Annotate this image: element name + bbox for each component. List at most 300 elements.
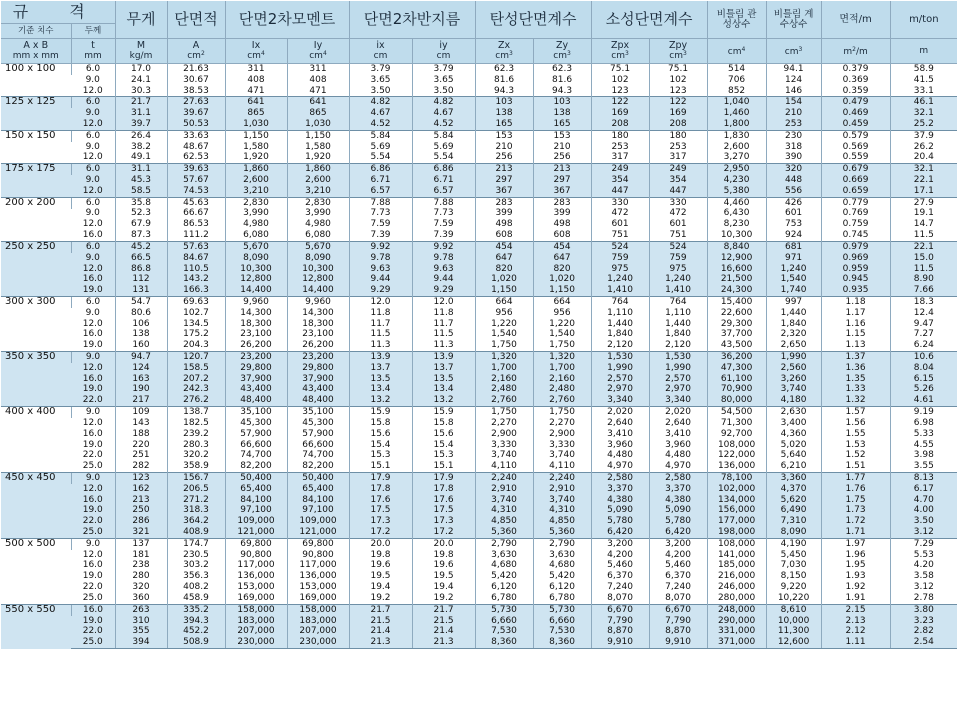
table-cell: 5,090 <box>649 506 707 517</box>
table-cell: 230,000 <box>225 637 287 648</box>
table-cell: 207,000 <box>225 626 287 637</box>
table-cell: 66.67 <box>167 209 225 220</box>
table-cell: 109 <box>115 407 167 418</box>
table-cell: 297 <box>475 175 533 186</box>
table-cell: 9.0 <box>71 253 115 264</box>
table-cell: 4.82 <box>412 97 475 108</box>
table-cell: 956 <box>533 308 591 319</box>
table-cell: 121,000 <box>225 527 287 538</box>
table-cell: 25.2 <box>890 119 957 130</box>
table-cell: 335.2 <box>167 604 225 615</box>
table-cell: 321 <box>115 527 167 538</box>
table-cell: 2,640 <box>591 418 649 429</box>
table-cell: 7.39 <box>412 230 475 241</box>
table-cell: 2.12 <box>821 626 890 637</box>
table-cell: 681 <box>766 242 821 253</box>
table-cell: 2,900 <box>533 429 591 440</box>
table-cell: 10,220 <box>766 593 821 604</box>
table-cell: 1.93 <box>821 571 890 582</box>
table-cell: 250 <box>115 506 167 517</box>
table-cell: 367 <box>475 186 533 197</box>
table-cell: 1,410 <box>649 285 707 296</box>
sym-ry-label: iy <box>439 40 448 52</box>
table-cell: 50,400 <box>287 473 349 484</box>
table-cell: 169 <box>649 108 707 119</box>
table-cell: 8.90 <box>890 274 957 285</box>
table-cell: 358.9 <box>167 461 225 472</box>
table-cell: 0.559 <box>821 153 890 164</box>
table-cell: 103 <box>533 97 591 108</box>
table-cell: 37,900 <box>225 374 287 385</box>
table-cell: 11.8 <box>412 308 475 319</box>
table-cell: 1,030 <box>287 119 349 130</box>
table-cell: 15.4 <box>412 440 475 451</box>
table-cell: 17.3 <box>349 516 412 527</box>
table-cell: 1,540 <box>475 330 533 341</box>
table-cell: 165 <box>533 119 591 130</box>
table-cell: 10,300 <box>707 230 766 241</box>
table-cell: 21.63 <box>167 64 225 75</box>
table-cell: 3,370 <box>649 484 707 495</box>
table-cell: 153,000 <box>225 582 287 593</box>
table-cell: 3.23 <box>890 616 957 627</box>
table-cell: 5,360 <box>475 527 533 538</box>
table-cell: 4.00 <box>890 506 957 517</box>
table-cell: 1,220 <box>533 319 591 330</box>
table-row <box>1 153 957 164</box>
table-cell: 16.0 <box>71 230 115 241</box>
table-cell: 14,300 <box>225 308 287 319</box>
table-cell: 6.0 <box>71 130 115 141</box>
table-cell: 12.0 <box>71 119 115 130</box>
sym-ix-label: Ix <box>251 39 261 51</box>
table-cell: 1,740 <box>766 285 821 296</box>
table-cell: 10.6 <box>890 352 957 363</box>
table-cell: 9,220 <box>766 582 821 593</box>
table-cell: 94.7 <box>115 352 167 363</box>
table-cell: 210 <box>475 142 533 153</box>
table-cell: 1.35 <box>821 374 890 385</box>
table-cell: 9.47 <box>890 319 957 330</box>
table-cell: 17.5 <box>349 506 412 517</box>
table-row <box>1 97 957 108</box>
table-cell: 355 <box>115 626 167 637</box>
table-cell: 12.0 <box>71 86 115 97</box>
table-cell: 2,760 <box>533 395 591 406</box>
table-cell: 2.82 <box>890 626 957 637</box>
unit-zpx-base: cm <box>611 51 625 62</box>
table-cell: 3,630 <box>533 550 591 561</box>
table-cell: 19.8 <box>349 550 412 561</box>
table-cell: 0.759 <box>821 219 890 230</box>
table-cell: 29,300 <box>707 319 766 330</box>
table-cell: 82,200 <box>287 461 349 472</box>
table-cell: 9.0 <box>71 407 115 418</box>
table-cell: 601 <box>591 219 649 230</box>
table-cell: 0.459 <box>821 119 890 130</box>
table-cell: 1,530 <box>591 352 649 363</box>
table-cell: 1.71 <box>821 527 890 538</box>
table-cell: 2,240 <box>475 473 533 484</box>
table-cell: 108,000 <box>707 440 766 451</box>
table-cell: 8,870 <box>591 626 649 637</box>
table-cell: 0.659 <box>821 186 890 197</box>
table-cell: 253 <box>591 142 649 153</box>
table-cell: 5.53 <box>890 550 957 561</box>
table-cell: 41.5 <box>890 75 957 86</box>
table-cell: 971 <box>766 253 821 264</box>
table-cell: 0.669 <box>821 175 890 186</box>
table-cell: 311 <box>287 64 349 75</box>
table-cell: 75.1 <box>649 64 707 75</box>
table-cell: 2,630 <box>766 407 821 418</box>
table-row <box>1 495 957 506</box>
table-cell: 3.58 <box>890 571 957 582</box>
unit-j <box>708 47 766 57</box>
table-cell: 8,230 <box>707 219 766 230</box>
table-cell: 9.0 <box>71 538 115 549</box>
unit-a-base: cm <box>187 51 201 62</box>
table-cell: 7.29 <box>890 538 957 549</box>
table-cell: 31.1 <box>115 164 167 175</box>
table-cell: 2,120 <box>649 340 707 351</box>
table-cell: 647 <box>533 253 591 264</box>
table-cell: 1,110 <box>591 308 649 319</box>
table-cell: 452.2 <box>167 626 225 637</box>
table-cell: 30.3 <box>115 86 167 97</box>
table-cell: 11.5 <box>890 230 957 241</box>
table-cell: 2,950 <box>707 164 766 175</box>
table-cell: 6.98 <box>890 418 957 429</box>
table-row <box>1 582 957 593</box>
table-row <box>1 209 957 220</box>
table-cell: 256 <box>533 153 591 164</box>
table-cell: 6,080 <box>225 230 287 241</box>
table-cell: 69,800 <box>225 538 287 549</box>
table-cell: 1,830 <box>707 130 766 141</box>
table-cell: 354 <box>591 175 649 186</box>
table-cell: 5.26 <box>890 385 957 396</box>
table-row <box>1 450 957 461</box>
table-cell: 242.3 <box>167 385 225 396</box>
table-cell: 31.1 <box>115 108 167 119</box>
table-cell: 6,490 <box>766 506 821 517</box>
table-cell: 7,530 <box>533 626 591 637</box>
table-cell: 18.3 <box>890 297 957 308</box>
table-cell: 408.9 <box>167 527 225 538</box>
table-cell: 204.3 <box>167 340 225 351</box>
table-cell: 54,500 <box>707 407 766 418</box>
table-cell: 21.3 <box>412 637 475 648</box>
unit-zy-sup: 3 <box>566 50 571 58</box>
table-cell: 19.2 <box>349 593 412 604</box>
table-cell: 207.2 <box>167 374 225 385</box>
table-cell: 2,120 <box>591 340 649 351</box>
table-row <box>1 297 957 308</box>
table-cell: 1,750 <box>475 407 533 418</box>
table-row <box>1 186 957 197</box>
table-cell: 253 <box>766 119 821 130</box>
table-cell: 6,780 <box>533 593 591 604</box>
table-cell: 106 <box>115 319 167 330</box>
table-cell: 19.1 <box>890 209 957 220</box>
table-cell: 12.4 <box>890 308 957 319</box>
table-cell: 399 <box>475 209 533 220</box>
table-cell: 102.7 <box>167 308 225 319</box>
table-cell: 454 <box>475 242 533 253</box>
table-cell: 5,020 <box>766 440 821 451</box>
table-cell: 138 <box>475 108 533 119</box>
size-cell: 500 x 500 <box>1 538 71 604</box>
table-cell: 3,360 <box>766 473 821 484</box>
table-cell: 22.0 <box>71 450 115 461</box>
table-cell: 1.33 <box>821 385 890 396</box>
table-cell: 664 <box>533 297 591 308</box>
table-cell: 165 <box>475 119 533 130</box>
table-cell: 10,300 <box>287 264 349 275</box>
table-cell: 8.13 <box>890 473 957 484</box>
table-cell: 975 <box>591 264 649 275</box>
table-cell: 11.7 <box>349 319 412 330</box>
table-cell: 9.78 <box>412 253 475 264</box>
table-cell: 66,600 <box>287 440 349 451</box>
table-cell: 86.8 <box>115 264 167 275</box>
table-cell: 3.12 <box>890 582 957 593</box>
table-cell: 1.76 <box>821 484 890 495</box>
table-cell: 169,000 <box>287 593 349 604</box>
table-cell: 13.4 <box>349 385 412 396</box>
table-cell: 8,070 <box>591 593 649 604</box>
table-cell: 84,100 <box>225 495 287 506</box>
sym-zpx-label: Zpx <box>610 39 630 51</box>
table-cell: 2,600 <box>707 142 766 153</box>
table-cell: 48,400 <box>225 395 287 406</box>
table-cell: 12.0 <box>71 264 115 275</box>
table-cell: 1,150 <box>533 285 591 296</box>
table-cell: 1,840 <box>649 330 707 341</box>
table-cell: 3,270 <box>707 153 766 164</box>
table-cell: 19.5 <box>349 571 412 582</box>
table-cell: 14,400 <box>225 285 287 296</box>
table-cell: 156.7 <box>167 473 225 484</box>
table-cell: 759 <box>649 253 707 264</box>
table-cell: 12.0 <box>349 297 412 308</box>
table-cell: 2,910 <box>475 484 533 495</box>
table-cell: 21,500 <box>707 274 766 285</box>
table-cell: 27.63 <box>167 97 225 108</box>
table-cell: 8.04 <box>890 363 957 374</box>
table-cell: 5.33 <box>890 429 957 440</box>
table-cell: 1.57 <box>821 407 890 418</box>
table-cell: 6.0 <box>71 197 115 208</box>
table-cell: 3.79 <box>412 64 475 75</box>
table-cell: 320 <box>115 582 167 593</box>
table-cell: 7,790 <box>649 616 707 627</box>
table-cell: 641 <box>287 97 349 108</box>
table-row <box>1 538 957 549</box>
table-cell: 0.935 <box>821 285 890 296</box>
table-cell: 43,500 <box>707 340 766 351</box>
table-row <box>1 363 957 374</box>
table-cell: 320.2 <box>167 450 225 461</box>
table-cell: 153,000 <box>287 582 349 593</box>
table-cell: 136,000 <box>225 571 287 582</box>
table-cell: 3,740 <box>533 450 591 461</box>
unit-a <box>168 51 225 61</box>
table-cell: 6,420 <box>591 527 649 538</box>
table-cell: 1,440 <box>649 319 707 330</box>
table-row <box>1 461 957 472</box>
table-cell: 5,640 <box>766 450 821 461</box>
table-cell: 2.54 <box>890 637 957 648</box>
table-cell: 81.6 <box>475 75 533 86</box>
table-cell: 198,000 <box>707 527 766 538</box>
table-cell: 2,830 <box>225 197 287 208</box>
table-cell: 6,120 <box>475 582 533 593</box>
table-cell: 4,380 <box>591 495 649 506</box>
table-cell: 15.8 <box>412 418 475 429</box>
torsion-const-header <box>707 1 766 39</box>
table-cell: 7.88 <box>349 197 412 208</box>
table-cell: 408 <box>287 75 349 86</box>
table-cell: 169,000 <box>225 593 287 604</box>
table-cell: 1.72 <box>821 516 890 527</box>
sym-zy <box>533 39 591 64</box>
table-cell: 19.0 <box>71 616 115 627</box>
unit-zx <box>476 51 533 61</box>
table-cell: 16.0 <box>71 330 115 341</box>
size-cell: 175 x 175 <box>1 164 71 197</box>
table-cell: 230.5 <box>167 550 225 561</box>
table-cell: 356.3 <box>167 571 225 582</box>
table-cell: 4,200 <box>649 550 707 561</box>
table-row <box>1 571 957 582</box>
unit-c <box>767 47 821 57</box>
table-cell: 865 <box>225 108 287 119</box>
table-cell: 297 <box>533 175 591 186</box>
table-cell: 7,530 <box>475 626 533 637</box>
table-cell: 751 <box>649 230 707 241</box>
table-cell: 1,460 <box>707 108 766 119</box>
table-cell: 39.63 <box>167 164 225 175</box>
table-cell: 3,210 <box>225 186 287 197</box>
table-cell: 121,000 <box>287 527 349 538</box>
table-cell: 13.9 <box>349 352 412 363</box>
table-cell: 0.945 <box>821 274 890 285</box>
unit-zpx <box>592 51 649 61</box>
table-cell: 4,980 <box>225 219 287 230</box>
table-cell: 22.0 <box>71 516 115 527</box>
table-cell: 6,670 <box>649 604 707 615</box>
table-row <box>1 484 957 495</box>
table-row <box>1 407 957 418</box>
table-cell: 8,360 <box>475 637 533 648</box>
table-cell: 22.0 <box>71 626 115 637</box>
table-cell: 0.969 <box>821 253 890 264</box>
table-cell: 141,000 <box>707 550 766 561</box>
table-cell: 3,340 <box>649 395 707 406</box>
table-cell: 5.84 <box>349 130 412 141</box>
table-cell: 2,570 <box>649 374 707 385</box>
table-cell: 1,020 <box>475 274 533 285</box>
table-cell: 354 <box>649 175 707 186</box>
table-cell: 19.0 <box>71 285 115 296</box>
table-cell: 65,400 <box>225 484 287 495</box>
table-cell: 26.4 <box>115 130 167 141</box>
table-cell: 251 <box>115 450 167 461</box>
table-cell: 1,150 <box>225 130 287 141</box>
table-cell: 9,910 <box>649 637 707 648</box>
table-cell: 458.9 <box>167 593 225 604</box>
sym-zpy-label: Zpy <box>668 39 688 51</box>
size-cell: 400 x 400 <box>1 407 71 473</box>
table-cell: 263 <box>115 604 167 615</box>
table-cell: 2,640 <box>649 418 707 429</box>
table-cell: 156,000 <box>707 506 766 517</box>
table-cell: 58.9 <box>890 64 957 75</box>
table-cell: 6,370 <box>591 571 649 582</box>
sym-a <box>167 39 225 64</box>
table-cell: 17.2 <box>349 527 412 538</box>
table-cell: 4,850 <box>475 516 533 527</box>
table-cell: 514 <box>707 64 766 75</box>
table-cell: 17.1 <box>890 186 957 197</box>
table-cell: 3,370 <box>591 484 649 495</box>
table-row <box>1 164 957 175</box>
table-body <box>1 64 957 649</box>
table-cell: 12.0 <box>71 219 115 230</box>
table-cell: 471 <box>225 86 287 97</box>
area-header: 단면적 <box>167 1 225 39</box>
table-cell: 3,340 <box>591 395 649 406</box>
table-cell: 8,870 <box>649 626 707 637</box>
table-cell: 9.0 <box>71 473 115 484</box>
table-cell: 19.0 <box>71 571 115 582</box>
table-cell: 70,900 <box>707 385 766 396</box>
table-cell: 6,080 <box>287 230 349 241</box>
sym-axb-label: A x B <box>23 40 49 52</box>
table-cell: 1,700 <box>475 363 533 374</box>
table-cell: 1,750 <box>533 407 591 418</box>
table-row <box>1 516 957 527</box>
table-cell: 1,700 <box>533 363 591 374</box>
table-cell: 997 <box>766 297 821 308</box>
table-cell: 2,910 <box>533 484 591 495</box>
table-cell: 17.8 <box>412 484 475 495</box>
table-cell: 20.4 <box>890 153 957 164</box>
table-row <box>1 308 957 319</box>
table-cell: 6,660 <box>475 616 533 627</box>
table-cell: 13.4 <box>412 385 475 396</box>
table-cell: 1.18 <box>821 297 890 308</box>
table-cell: 9.0 <box>71 175 115 186</box>
table-row <box>1 130 957 141</box>
table-cell: 21.5 <box>349 616 412 627</box>
table-cell: 11.5 <box>349 330 412 341</box>
table-cell: 36,200 <box>707 352 766 363</box>
table-cell: 6.57 <box>412 186 475 197</box>
table-cell: 123 <box>591 86 649 97</box>
table-cell: 5,460 <box>649 561 707 572</box>
table-cell: 136,000 <box>707 461 766 472</box>
table-cell: 17.3 <box>412 516 475 527</box>
sym-m-label: M <box>136 40 146 52</box>
table-cell: 8,360 <box>533 637 591 648</box>
table-row <box>1 230 957 241</box>
table-cell: 1.73 <box>821 506 890 517</box>
table-cell: 2,900 <box>475 429 533 440</box>
size-cell: 450 x 450 <box>1 473 71 539</box>
